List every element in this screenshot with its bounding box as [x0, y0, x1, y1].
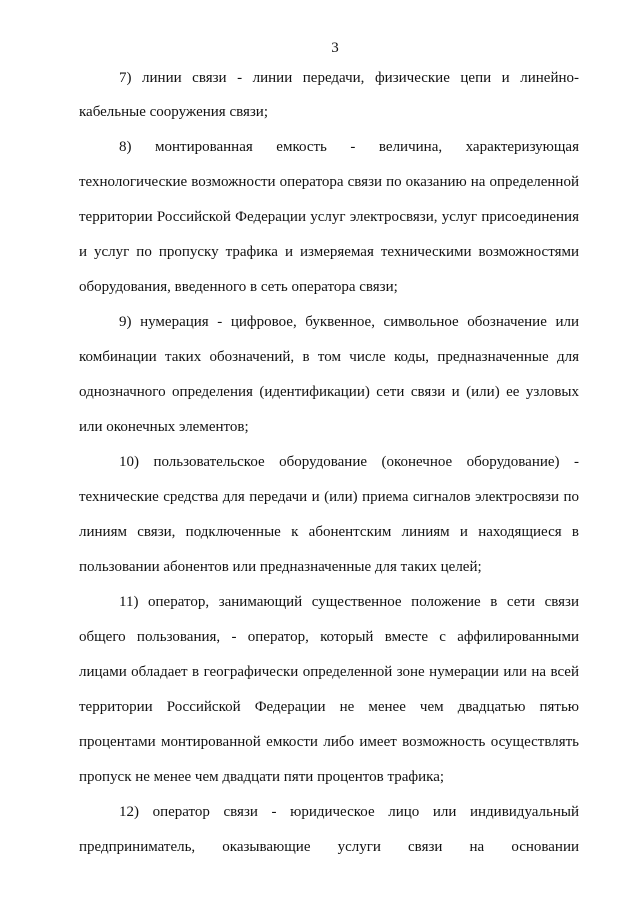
- text-line: пользовании абонентов или предназначенные для таких целей;: [79, 559, 482, 575]
- text-line: технологические возможности оператора связи по оказанию на определенной: [79, 174, 579, 190]
- text-line: территории Российской Федерации не менее чем двадцатью пятью: [79, 699, 579, 715]
- text-line: линиям связи, подключенные к абонентским линиям и находящиеся в: [79, 524, 579, 540]
- text-line: или оконечных элементов;: [79, 419, 249, 435]
- text-line: 10) пользовательское оборудование (оконечное оборудование) -: [119, 454, 579, 470]
- text-line: однозначного определения (идентификации) сети связи и (или) ее узловых: [79, 384, 579, 400]
- text-line: предприниматель, оказывающие услуги связи на основании: [79, 839, 579, 855]
- text-line: кабельные сооружения связи;: [79, 104, 269, 120]
- text-line: общего пользования, - оператор, который вместе с аффилированными: [79, 629, 579, 645]
- page-number: 3: [331, 40, 339, 56]
- text-line: комбинации таких обозначений, в том числе коды, предназначенные для: [79, 349, 579, 365]
- text-line: лицами обладает в географически определенной зоне нумерации или на всей: [79, 664, 579, 680]
- text-line: 8) монтированная емкость - величина, характеризующая: [119, 139, 579, 155]
- text-line: 11) оператор, занимающий существенное положение в сети связи: [119, 594, 579, 610]
- text-line: 9) нумерация - цифровое, буквенное, символьное обозначение или: [119, 314, 579, 330]
- text-line: территории Российской Федерации услуг электросвязи, услуг присоединения: [79, 209, 579, 225]
- text-line: процентами монтированной емкости либо имеет возможность осуществлять: [79, 734, 579, 750]
- text-line: пропуск не менее чем двадцати пяти процентов трафика;: [79, 769, 445, 785]
- text-line: 12) оператор связи - юридическое лицо или индивидуальный: [119, 804, 579, 820]
- text-line: технические средства для передачи и (или) приема сигналов электросвязи по: [79, 489, 579, 505]
- text-line: и услуг по пропуску трафика и измеряемая техническими возможностями: [79, 244, 579, 260]
- text-line: оборудования, введенного в сеть оператора связи;: [79, 279, 398, 295]
- text-line: 7) линии связи - линии передачи, физические цепи и линейно-: [119, 70, 579, 86]
